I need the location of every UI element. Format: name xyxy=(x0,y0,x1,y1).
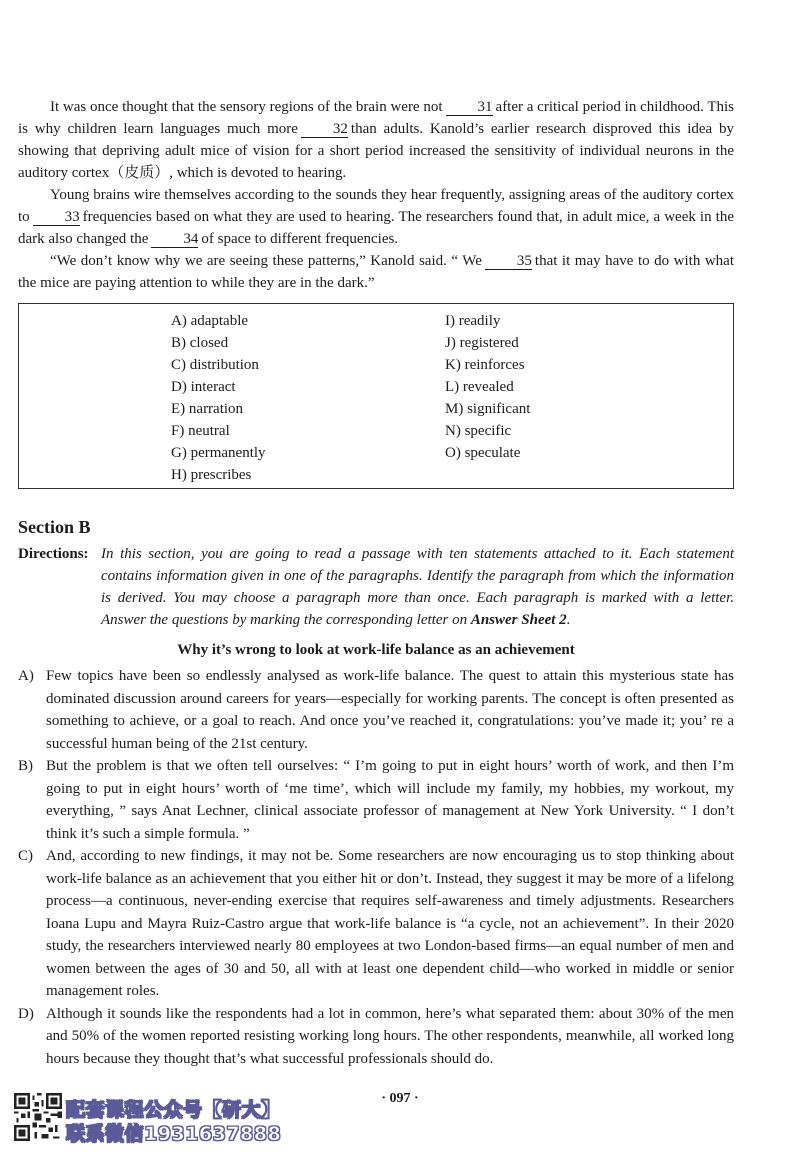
paragraph-label: C) xyxy=(18,848,33,864)
paragraph-text: But the problem is that we often tell ourselves: “ I’m going to put in eight hours’ worth of work, and then I’m going to put in eight hours’ worth of ‘me time’, which will include my family, my hobbies, my workout, my everything, ” says Anat Lechner, clinical associate professor of management at New York University. “ I don’t think it’s such a simple formula. ” xyxy=(46,758,734,842)
watermark xyxy=(14,1093,314,1145)
blank-33[interactable]: 33 xyxy=(33,210,80,226)
text: . xyxy=(566,612,571,628)
paragraph-text: Although it sounds like the respondents had a lot in common, here’s what separated them: about 30% of the men and 50% of the women reported resisting working long hours. The other respondents, meanwhile, all worked long hours because they thought that’s what successful professionals should do. xyxy=(46,1005,734,1067)
blank-31[interactable]: 31 xyxy=(446,100,493,116)
page-number: · 097 · xyxy=(381,1091,419,1106)
directions-text xyxy=(101,543,734,631)
text: “We don’t know why we are seeing these patterns,” Kanold said. “ We xyxy=(50,253,482,269)
paragraph-text: Few topics have been so endlessly analysed as work-life balance. The quest to attain this mysterious state has dominated discussion around careers for years—especially for working parents. The concept is often presented as something to achieve, or a goal to reach. And once you’ve reached it, congratulations: you’ve made it; you’ re a successful human being of the 21st century. xyxy=(46,668,734,752)
paragraph-text: And, according to new findings, it may not be. Some researchers are now encouraging us to stop thinking about work-life balance as an achievement that you either hit or don’t. Instead, they suggest it may be more of a lifelong process—a continuous, never-ending exercise that requires self-awareness and timely adjustments. Researchers Ioana Lupu and Mayra Ruiz-Castro argue that work-life balance is “a cycle, not an achievement”. In their 2020 study, the researchers interviewed nearly 80 employees at two London-based firms—an equal number of men and women between the ages of 30 and 50, all with at least one dependent child—who worked in middle or senior management roles. xyxy=(46,848,734,999)
article-title: Why it’s wrong to look at work-life balance as an achievement xyxy=(177,642,575,658)
word-option[interactable]: B) closed xyxy=(171,335,229,351)
paragraph-label: A) xyxy=(18,668,34,684)
word-option[interactable]: E) narration xyxy=(171,401,244,417)
paragraph-a xyxy=(18,665,734,755)
word-option[interactable]: O) speculate xyxy=(445,445,521,461)
watermark-line-1: 配套课程公众号【研大】 xyxy=(66,1099,281,1121)
watermark-line-2: 联系微信1931637888 xyxy=(66,1123,282,1145)
qr-code-icon xyxy=(14,1093,62,1141)
section-b-title: Section B xyxy=(18,517,91,537)
blank-35[interactable]: 35 xyxy=(485,254,532,270)
paragraph-label: D) xyxy=(18,1005,34,1022)
blank-34[interactable]: 34 xyxy=(151,232,198,248)
paragraph-c xyxy=(18,845,734,1003)
word-option[interactable]: N) specific xyxy=(445,423,512,439)
word-option[interactable]: C) distribution xyxy=(171,357,259,373)
text: frequencies based on what they are used to hearing. The researchers found that, in adult mice, a week in the dark also changed the xyxy=(18,209,734,247)
directions xyxy=(18,543,734,631)
word-option[interactable]: M) significant xyxy=(445,401,531,417)
cloze-paragraph-1 xyxy=(18,96,734,184)
word-option[interactable]: F) neutral xyxy=(171,423,230,439)
text: It was once thought that the sensory regions of the brain were not xyxy=(50,99,443,115)
paragraph-d xyxy=(18,1003,734,1071)
word-bank-box xyxy=(18,303,734,489)
word-option[interactable]: J) registered xyxy=(445,335,519,351)
blank-32[interactable]: 32 xyxy=(301,122,348,138)
text: that it may have to do with what the mice are paying attention to while they are in the dark.” xyxy=(18,253,734,291)
answer-sheet-ref: Answer Sheet 2 xyxy=(470,612,567,628)
paragraph-label: B) xyxy=(18,758,33,774)
text: Young brains wire themselves according to the sounds they hear frequently, assigning areas of the auditory cortex to xyxy=(18,187,734,225)
word-option[interactable]: L) revealed xyxy=(445,379,514,395)
cloze-paragraph-3 xyxy=(18,250,734,294)
word-bank-column-2 xyxy=(445,310,530,464)
page-content xyxy=(18,96,734,1070)
paragraph-b xyxy=(18,755,734,845)
text: after a critical period in childhood. This is why children learn languages much more xyxy=(18,99,734,137)
word-option[interactable]: G) permanently xyxy=(171,445,266,461)
word-option[interactable]: I) readily xyxy=(445,313,501,329)
word-option[interactable]: D) interact xyxy=(171,379,236,395)
word-bank-column-1 xyxy=(171,310,266,486)
text: of space to different frequencies. xyxy=(201,231,399,247)
word-option[interactable]: H) prescribes xyxy=(171,467,252,483)
text: In this section, you are going to read a passage with ten statements attached to it. Each statement contains information given in one of the paragraphs. Identify the paragraph from which the information is derived. You may choose a paragraph more than once. Each paragraph is marked with a letter. Answer the questions by marking the corresponding letter on xyxy=(101,546,734,628)
word-option[interactable]: K) reinforces xyxy=(445,357,525,373)
directions-label: Directions: xyxy=(18,546,89,562)
text: than adults. Kanold’s earlier research disproved this idea by showing that depriving adult mice of vision for a short period increased the sensitivity of individual neurons in the auditory cortex（皮质）, which is devoted to hearing. xyxy=(18,121,734,181)
cloze-paragraph-2 xyxy=(18,184,734,250)
word-option[interactable]: A) adaptable xyxy=(171,313,249,329)
